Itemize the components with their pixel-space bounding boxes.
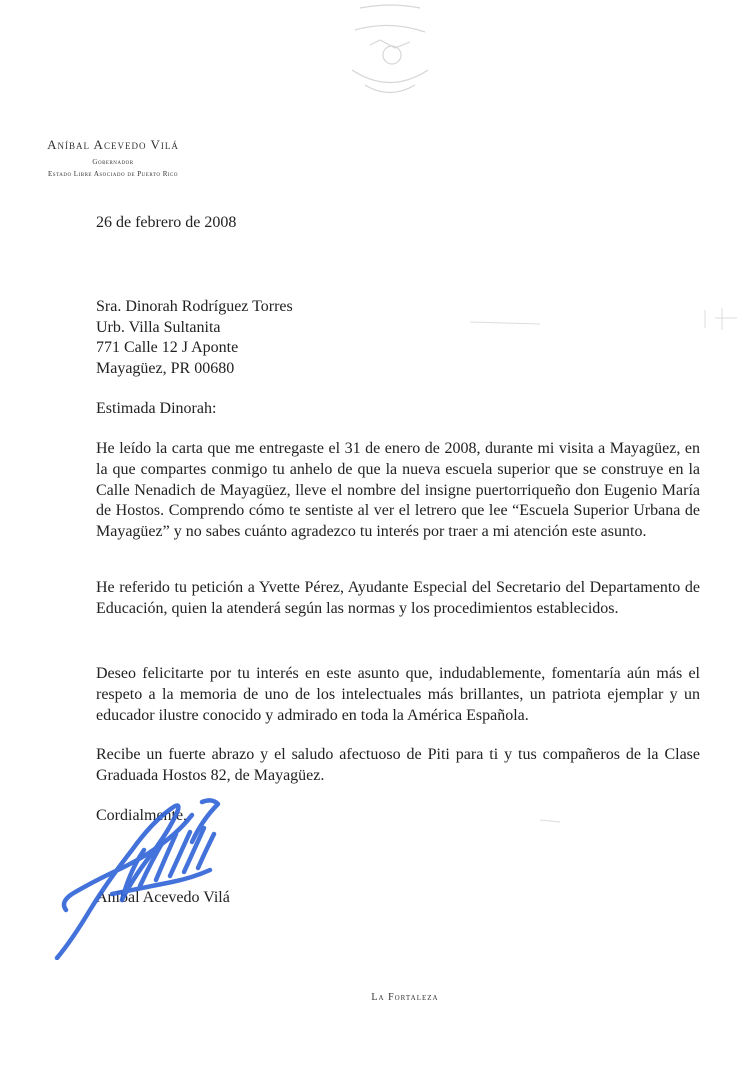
signer-name: Aníbal Acevedo Vilá bbox=[96, 889, 230, 906]
recipient-address-line: Mayagüez, PR 00680 bbox=[96, 359, 235, 377]
recipient-address bbox=[96, 297, 293, 379]
body-paragraph: He referido tu petición a Yvette Pérez, Ayudante Especial del Secretario del Departamento de Educación, quien la atenderá según las normas y los procedimientos establecidos. bbox=[96, 579, 700, 617]
letter-date: 26 de febrero de 2008 bbox=[96, 214, 237, 231]
closing: Cordialmente, bbox=[96, 807, 188, 824]
body-paragraph: Deseo felicitarte por tu interés en este asunto que, indudablemente, fomentaría aún más el respeto a la memoria de uno de los intelectuales más brillantes, un patriota ejemplar y un educador ilustre conocido y admirado en toda la América Española. bbox=[96, 665, 700, 724]
salutation: Estimada Dinorah: bbox=[96, 400, 217, 417]
governor-seal bbox=[340, 0, 440, 105]
letterhead bbox=[18, 137, 208, 178]
letterhead-title: Gobernador bbox=[92, 158, 134, 166]
recipient-name: Sra. Dinorah Rodríguez Torres bbox=[96, 298, 293, 315]
recipient-address-line: 771 Calle 12 J Aponte bbox=[96, 339, 239, 356]
footer-location: La Fortaleza bbox=[371, 992, 439, 1003]
letterhead-name: Aníbal Acevedo Vilá bbox=[47, 137, 179, 152]
body-paragraph: Recibe un fuerte abrazo y el saludo afectuoso de Piti para ti y tus compañeros de la Clase Graduada Hostos 82, de Mayagüez. bbox=[96, 746, 700, 784]
recipient-address-line: Urb. Villa Sultanita bbox=[96, 318, 221, 336]
handwritten-signature bbox=[52, 790, 222, 960]
body-paragraph: He leído la carta que me entregaste el 31 de enero de 2008, durante mi visita a Mayagüez, en la que compartes conmigo tu anhelo de que la nueva escuela superior que se construye en la Calle Nenadich de Mayagüez, lleve el nombre del insigne puertorriqueño don Eugenio María de Hostos. Comprendo cómo te sentiste al ver el letrero que lee “Escuela Superior Urbana de Mayagüez” y no sabes cuánto agradezco tu interés por traer a mi atención este asunto. bbox=[96, 440, 700, 541]
letterhead-office: Estado Libre Asociado de Puerto Rico bbox=[48, 170, 178, 178]
